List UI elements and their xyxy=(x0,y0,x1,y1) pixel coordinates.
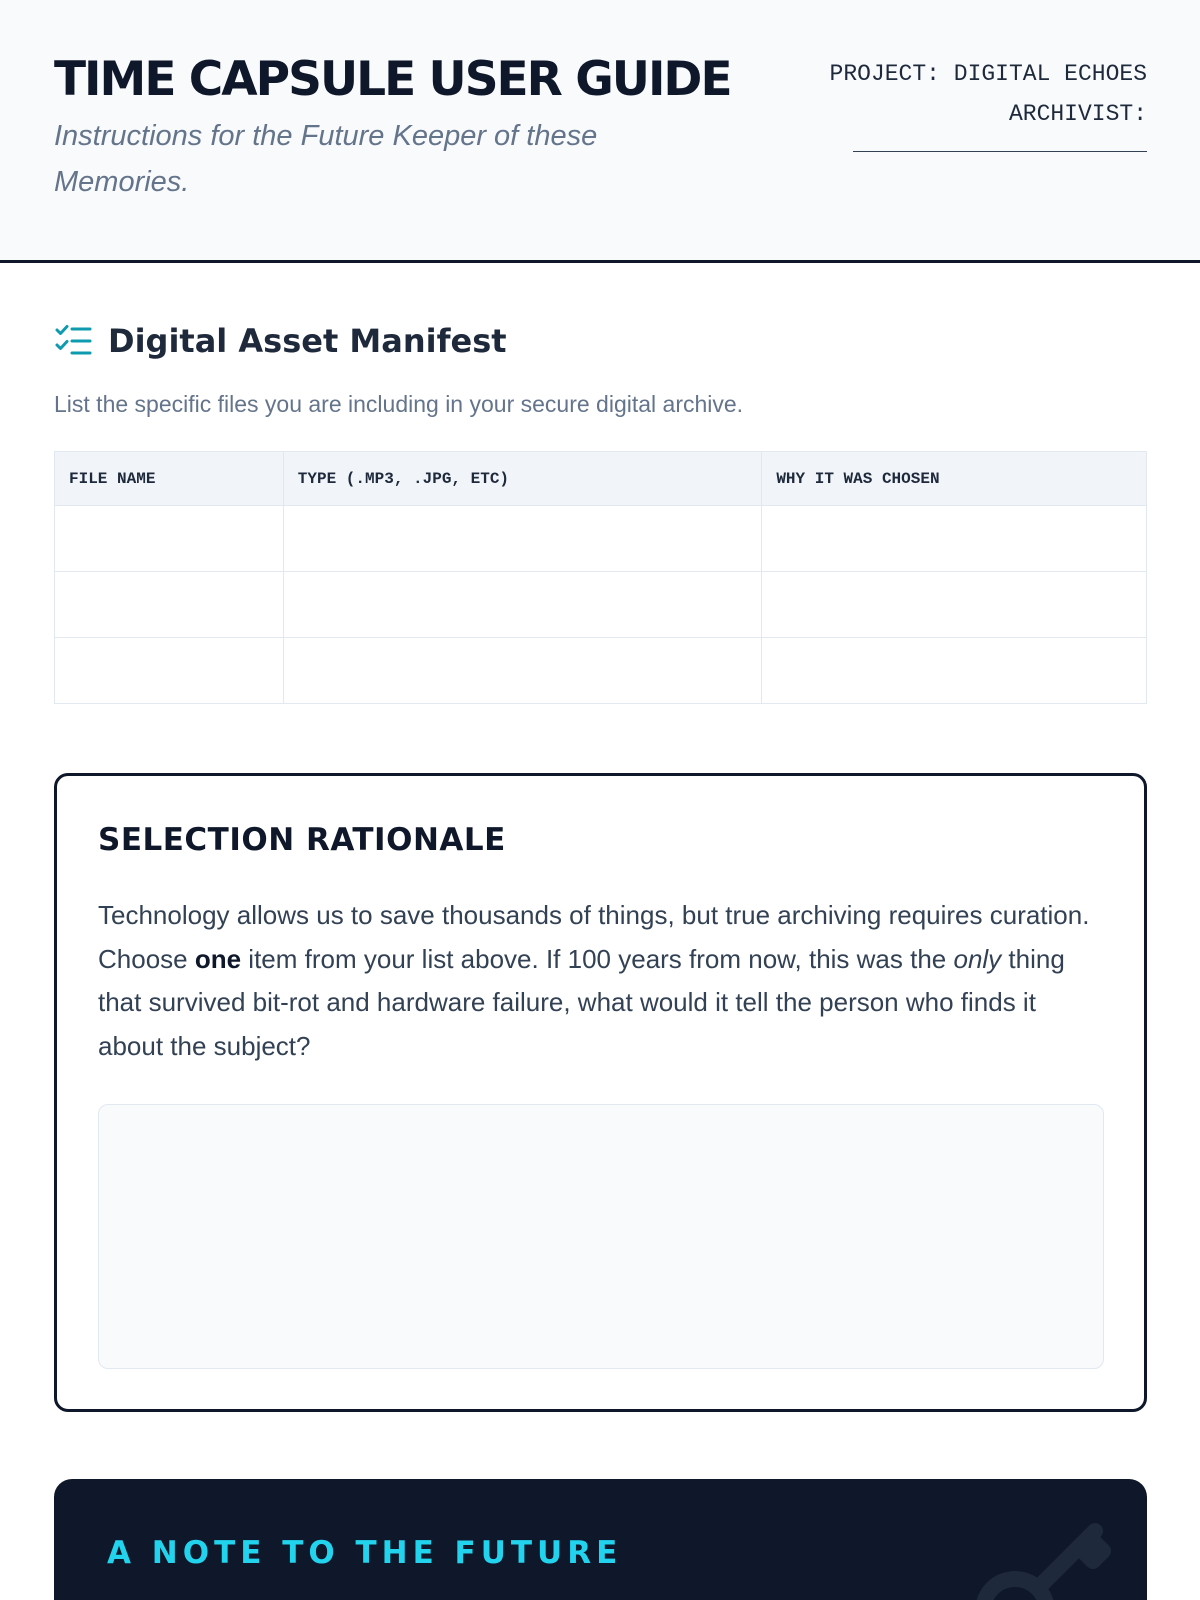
rationale-emphasis-one: one xyxy=(194,943,242,974)
manifest-title: Digital Asset Manifest xyxy=(108,322,507,360)
table-row xyxy=(55,572,1147,638)
rationale-text: item from your list above. If 100 years from now, this was the xyxy=(241,943,954,974)
table-row xyxy=(55,638,1147,704)
rationale-text: Technology allows us to save thousands of things, but true archiving requires curation. Choose xyxy=(98,900,1090,974)
table-cell[interactable] xyxy=(55,638,284,704)
rationale-answer-box[interactable] xyxy=(98,1104,1104,1369)
page-title: TIME CAPSULE USER GUIDE xyxy=(54,52,731,107)
archivist-signature-line[interactable] xyxy=(853,134,1147,152)
column-header-why-chosen: WHY IT WAS CHOSEN xyxy=(762,452,1147,506)
table-cell[interactable] xyxy=(762,572,1147,638)
note-title: A NOTE TO THE FUTURE xyxy=(107,1535,623,1571)
rationale-title: SELECTION RATIONALE xyxy=(98,822,506,858)
table-cell[interactable] xyxy=(55,572,284,638)
manifest-table xyxy=(54,451,1147,704)
note-to-future-card xyxy=(54,1479,1147,1600)
table-cell[interactable] xyxy=(762,506,1147,572)
document-header xyxy=(0,0,1200,263)
column-header-type: TYPE (.MP3, .JPG, ETC) xyxy=(283,452,762,506)
project-meta xyxy=(830,54,1147,152)
table-header-row xyxy=(55,452,1147,506)
selection-rationale-card xyxy=(54,773,1147,1412)
rationale-text: thing that survived bit-rot and hardware failure, what would it tell the person who finds it about the subject? xyxy=(98,943,1065,1061)
archivist-label: ARCHIVIST: xyxy=(1008,101,1147,127)
manifest-description: List the specific files you are including in your secure digital archive. xyxy=(54,391,744,417)
table-cell[interactable] xyxy=(55,506,284,572)
table-cell[interactable] xyxy=(283,638,762,704)
rationale-prompt xyxy=(98,894,1103,1068)
table-cell[interactable] xyxy=(762,638,1147,704)
page-subtitle: Instructions for the Future Keeper of these Memories. xyxy=(54,120,598,198)
column-header-file-name: FILE NAME xyxy=(55,452,284,506)
project-label: PROJECT: DIGITAL ECHOES xyxy=(829,61,1147,87)
table-cell[interactable] xyxy=(283,506,762,572)
rationale-emphasis-only: only xyxy=(953,943,1002,974)
table-cell[interactable] xyxy=(283,572,762,638)
checklist-icon xyxy=(54,324,92,358)
table-row xyxy=(55,506,1147,572)
key-icon xyxy=(967,1499,1117,1600)
manifest-heading xyxy=(54,318,507,364)
